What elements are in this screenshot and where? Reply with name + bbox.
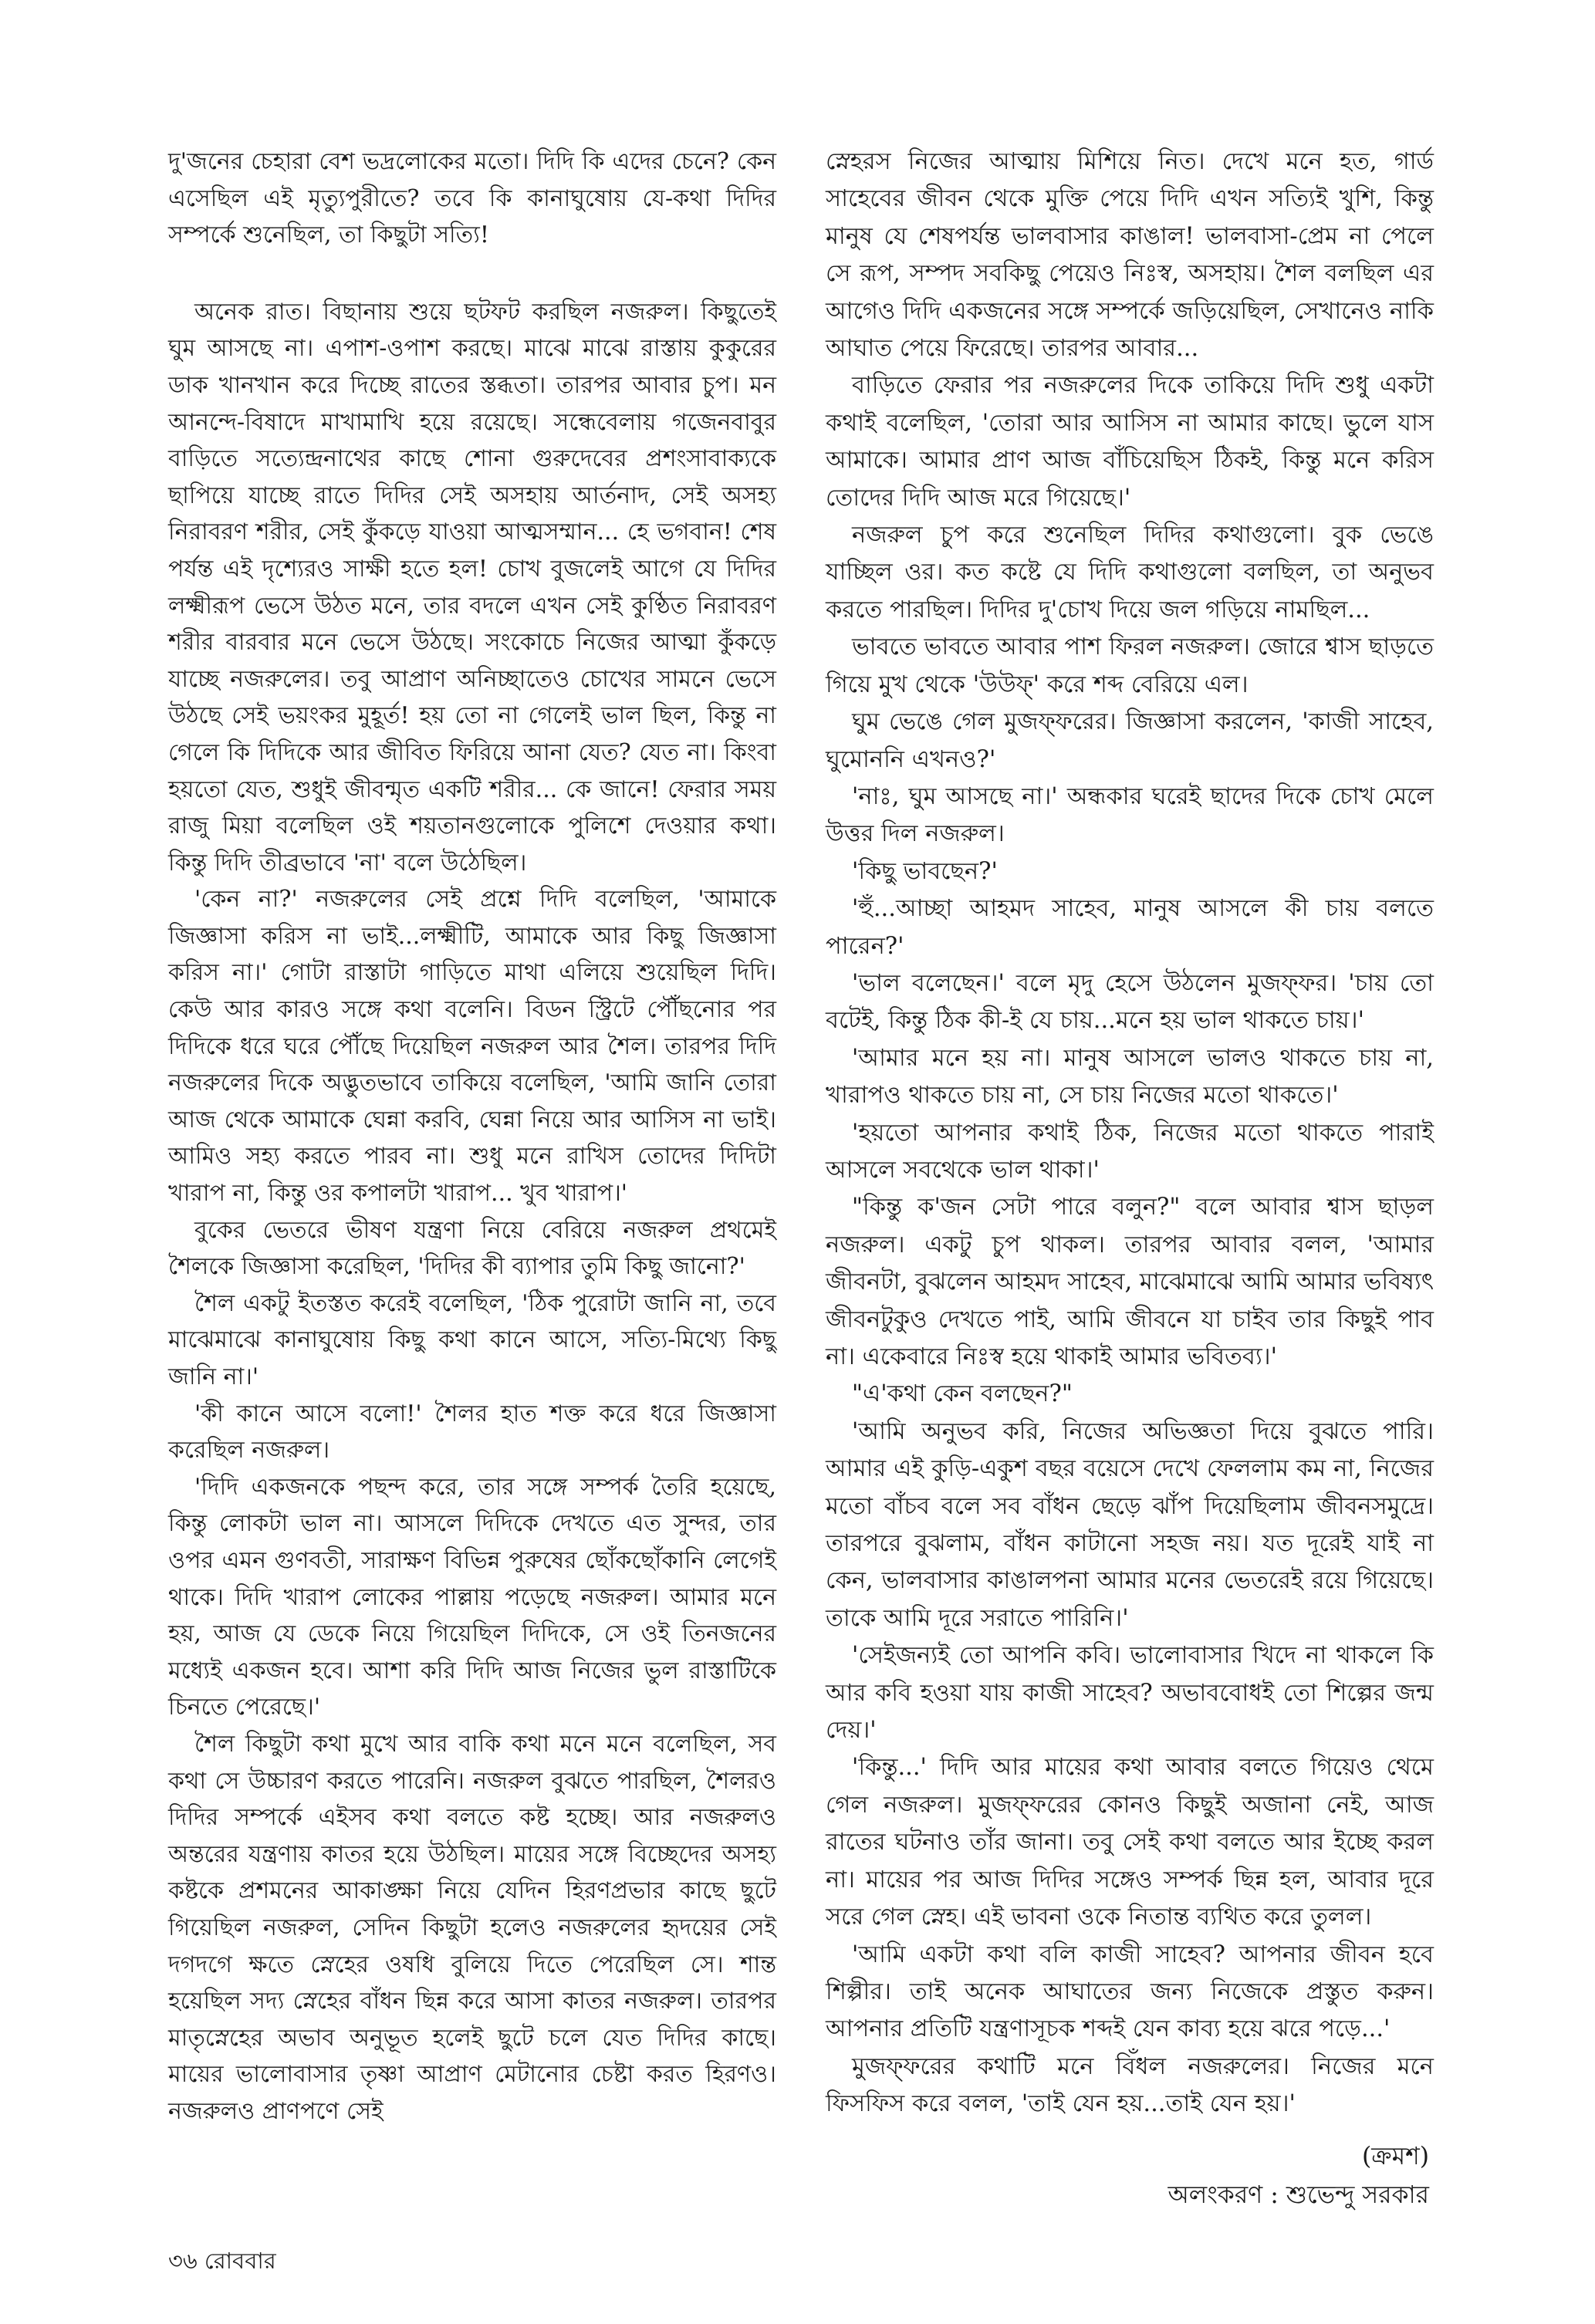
paragraph: 'আমি একটা কথা বলি কাজী সাহেব? আপনার জীবন হবে শিল্পীর। তাই অনেক আঘাতের জন্য নিজেকে প্রস্তুত করুন। আপনার প্রতিটি যন্ত্রণাসূচক শব্দই যেন কাব্য হয়ে ঝরে পড়ে...' [826,1941,1434,2043]
page-folio: ৩৬ রোববার [168,2248,276,2274]
paragraph: "এ'কথা কেন বলছেন?" [852,1380,1073,1408]
paragraph: শৈল একটু ইতস্তত করেই বলেছিল, 'ঠিক পুরোটা জানি না, তবে মাঝেমাঝে কানাঘুষোয় কিছু কথা কানে আসে, সত্যি-মিথ্যে কিছু জানি না।' [168,1289,776,1390]
paragraph: বাড়িতে ফেরার পর নজরুলের দিকে তাকিয়ে দিদি শুধু একটা কথাই বলেছিল, 'তোরা আর আসিস না আমার কাছে। ভুলে যাস আমাকে। আমার প্রাণ আজ বাঁচিয়েছিস ঠিকই, কিন্তু মনে করিস তোদের দিদি আজ মরে গিয়েছে।' [826,372,1434,512]
paragraph: 'ভাল বলেছেন।' বলে মৃদু হেসে উঠলেন মুজফ্ফর। 'চায় তো বটেই, কিন্তু ঠিক কী-ই যে চায়...মনে হয় ভাল থাকতে চায়।' [826,969,1434,1035]
paragraph: অনেক রাত। বিছানায় শুয়ে ছটফট করছিল নজরুল। কিছুতেই ঘুম আসছে না। এপাশ-ওপাশ করছে। মাঝে মাঝে রাস্তায় কুকুরের ডাক খানখান করে দিচ্ছে রাতের স্তব্ধতা। তারপর আবার চুপ। মন আনন্দে-বিষাদে মাখামাখি হয়ে রয়েছে। সন্ধেবেলায় গজেনবাবুর বাড়িতে সত্যেন্দ্রনাথের কাছে শোনা গুরুদেবের প্রশংসাবাক্যকে ছাপিয়ে যাচ্ছে রাতে দিদির সেই অসহায় আর্তনাদ, সেই অসহ্য নিরাবরণ শরীর, সেই কুঁকড়ে যাওয়া আত্মসম্মান... হে ভগবান! শেষ পর্যন্ত এই দৃশ্যেরও সাক্ষী হতে হল! চোখ বুজলেই আগে যে দিদির লক্ষ্মীরূপ ভেসে উঠত মনে, তার বদলে এখন সেই কুণ্ঠিত নিরাবরণ শরীর বারবার মনে ভেসে উঠছে। সংকোচে নিজের আত্মা কুঁকড়ে যাচ্ছে নজরুলের। তবু আপ্রাণ অনিচ্ছাতেও চোখের সামনে ভেসে উঠছে সেই ভয়ংকর মুহূর্ত! হয় তো না গেলেই ভাল ছিল, কিন্তু না গেলে কি দিদিকে আর জীবিত ফিরিয়ে আনা যেত? যেত না। কিংবা হয়তো যেত, শুধুই জীবন্মৃত একটি শরীর... কে জানে! ফেরার সময় রাজু মিয়া বলেছিল ওই শয়তানগুলোকে পুলিশে দেওয়ার কথা। কিন্তু দিদি তীব্রভাবে 'না' বলে উঠেছিল। [168,298,776,877]
paragraph: 'হয়তো আপনার কথাই ঠিক, নিজের মতো থাকতে পারাই আসলে সবথেকে ভাল থাকা।' [826,1119,1434,1184]
paragraph: 'কী কানে আসে বলো!' শৈলর হাত শক্ত করে ধরে জিজ্ঞাসা করেছিল নজরুল। [168,1400,776,1464]
illustration-credit: অলংকরণ : শুভেন্দু সরকার [1168,2181,1429,2209]
paragraph: 'আমার মনে হয় না। মানুষ আসলে ভালও থাকতে চায় না, খারাপও থাকতে চায় না, সে চায় নিজের মতো থাকতে।' [826,1044,1434,1110]
paragraph: ঘুম ভেঙে গেল মুজফ্ফরের। জিজ্ঞাসা করলেন, 'কাজী সাহেব, ঘুমোননি এখনও?' [826,708,1434,773]
article-credits [1168,2137,1429,2214]
paragraph: "কিন্তু ক'জন সেটা পারে বলুন?" বলে আবার শ্বাস ছাড়ল নজরুল। একটু চুপ থাকল। তারপর আবার বলল, 'আমার জীবনটা, বুঝলেন আহমদ সাহেব, মাঝেমাঝে আমি আমার ভবিষ্যৎ জীবনটুকুও দেখতে পাই, আমি জীবনে যা চাইব তার কিছুই পাব না। একেবারে নিঃস্ব হয়ে থাকাই আমার ভবিতব্য।' [826,1194,1434,1370]
paragraph: 'দিদি একজনকে পছন্দ করে, তার সঙ্গে সম্পর্ক তৈরি হয়েছে, কিন্তু লোকটা ভাল না। আসলে দিদিকে দেখতে এত সুন্দর, তার ওপর এমন গুণবতী, সারাক্ষণ বিভিন্ন পুরুষের ছোঁকছোঁকানি লেগেই থাকে। দিদি খারাপ লোকের পাল্লায় পড়েছে নজরুল। আমার মনে হয়, আজ যে ডেকে নিয়ে গিয়েছিল দিদিকে, সে ওই তিনজনের মধ্যেই একজন হবে। আশা করি দিদি আজ নিজের ভুল রাস্তাটিকে চিনতে পেরেছে।' [168,1473,776,1721]
paragraph: দু'জনের চেহারা বেশ ভদ্রলোকের মতো। দিদি কি এদের চেনে? কেন এসেছিল এই মৃত্যুপুরীতে? তবে কি কানাঘুষোয় যে-কথা দিদির সম্পর্কে শুনেছিল, তা কিছুটা সত্যি! [168,148,776,249]
paragraph: 'কিছু ভাবছেন?' [852,857,998,885]
paragraph: মুজফ্ফরের কথাটি মনে বিঁধল নজরুলের। নিজের মনে ফিসফিস করে বলল, 'তাই যেন হয়...তাই যেন হয়।' [826,2052,1434,2118]
paragraph: 'কেন না?' নজরুলের সেই প্রশ্নে দিদি বলেছিল, 'আমাকে জিজ্ঞাসা করিস না ভাই...লক্ষ্মীটি, আমাকে আর কিছু জিজ্ঞাসা করিস না।' গোটা রাস্তাটা গাড়িতে মাথা এলিয়ে শুয়েছিল দিদি। কেউ আর কারও সঙ্গে কথা বলেনি। বিডন স্ট্রিটে পৌঁছনোর পর দিদিকে ধরে ঘরে পৌঁছে দিয়েছিল নজরুল আর শৈল। তারপর দিদি নজরুলের দিকে অদ্ভুতভাবে তাকিয়ে বলেছিল, 'আমি জানি তোরা আজ থেকে আমাকে ঘেন্না করবি, ঘেন্না নিয়ে আর আসিস না ভাই। আমিও সহ্য করতে পারব না। শুধু মনে রাখিস তোদের দিদিটা খারাপ না, কিন্তু ওর কপালটা খারাপ... খুব খারাপ।' [168,886,776,1208]
paragraph: 'কিন্তু...' দিদি আর মায়ের কথা আবার বলতে গিয়েও থেমে গেল নজরুল। মুজফ্ফরের কোনও কিছুই অজানা নেই, আজ রাতের ঘটনাও তাঁর জানা। তবু সেই কথা বলতে আর ইচ্ছে করল না। মায়ের পর আজ দিদির সঙ্গেও সম্পর্ক ছিন্ন হল, আবার দূরে সরে গেল স্নেহ। এই ভাবনা ওকে নিতান্ত ব্যথিত করে তুলল। [826,1754,1434,1931]
right-column [826,144,1434,2123]
paragraph: শৈল কিছুটা কথা মুখে আর বাকি কথা মনে মনে বলেছিল, সব কথা সে উচ্চারণ করতে পারেনি। নজরুল বুঝতে পারছিল, শৈলরও দিদির সম্পর্কে এইসব কথা বলতে কষ্ট হচ্ছে। আর নজরুলও অন্তরের যন্ত্রণায় কাতর হয়ে উঠছিল। মায়ের সঙ্গে বিচ্ছেদের অসহ্য কষ্টকে প্রশমনের আকাঙ্ক্ষা নিয়ে যেদিন হিরণপ্রভার কাছে ছুটে গিয়েছিল নজরুল, সেদিন কিছুটা হলেও নজরুলের হৃদয়ের সেই দগদগে ক্ষতে স্নেহের ওষধি বুলিয়ে দিতে পেরেছিল সে। শান্ত হয়েছিল সদ্য স্নেহের বাঁধন ছিন্ন করে আসা কাতর নজরুল। তারপর মাতৃস্নেহের অভাব অনুভূত হলেই ছুটে চলে যেত দিদির কাছে। মায়ের ভালোবাসার তৃষ্ণা আপ্রাণ মেটানোর চেষ্টা করত হিরণও। নজরুলও প্রাণপণে সেই [168,1730,776,2125]
paragraph: 'সেইজন্যই তো আপনি কবি। ভালোবাসার খিদে না থাকলে কি আর কবি হওয়া যায় কাজী সাহেব? অভাববোধই তো শিল্পের জন্ম দেয়।' [826,1642,1434,1745]
paragraph: 'আমি অনুভব করি, নিজের অভিজ্ঞতা দিয়ে বুঝতে পারি। আমার এই কুড়ি-একুশ বছর বয়েসে দেখে ফেললাম কম না, নিজের মতো বাঁচব বলে সব বাঁধন ছেড়ে ঝাঁপ দিয়েছিলাম জীবনসমুদ্রে। তারপরে বুঝলাম, বাঁধন কাটানো সহজ নয়। যত দূরেই যাই না কেন, ভালবাসার কাঙালপনা আমার মনের ভেতরেই রয়ে গিয়েছে। তাকে আমি দূরে সরাতে পারিনি।' [826,1417,1434,1632]
paragraph: স্নেহরস নিজের আত্মায় মিশিয়ে নিত। দেখে মনে হত, গার্ড সাহেবের জীবন থেকে মুক্তি পেয়ে দিদি এখন সত্যিই খুশি, কিন্তু মানুষ যে শেষপর্যন্ত ভালবাসার কাঙাল! ভালবাসা-প্রেম না পেলে সে রূপ, সম্পদ সবকিছু পেয়েও নিঃস্ব, অসহায়। শৈল বলছিল এর আগেও দিদি একজনের সঙ্গে সম্পর্কে জড়িয়েছিল, সেখানেও নাকি আঘাত পেয়ে ফিরেছে। তারপর আবার... [826,148,1434,363]
continued-label: (ক্রমশ) [1361,2143,1429,2170]
paragraph: 'নাঃ, ঘুম আসছে না।' অন্ধকার ঘরেই ছাদের দিকে চোখ মেলে উত্তর দিল নজরুল। [826,782,1434,848]
paragraph: বুকের ভেতরে ভীষণ যন্ত্রণা নিয়ে বেরিয়ে নজরুল প্রথমেই শৈলকে জিজ্ঞাসা করেছিল, 'দিদির কী ব্যাপার তুমি কিছু জানো?' [168,1216,776,1281]
paragraph: নজরুল চুপ করে শুনেছিল দিদির কথাগুলো। বুক ভেঙে যাচ্ছিল ওর। কত কষ্টে যে দিদি কথাগুলো বলছিল, তা অনুভব করতে পারছিল। দিদির দু'চোখ দিয়ে জল গড়িয়ে নামছিল... [826,522,1434,623]
paragraph: 'হুঁ...আচ্ছা আহমদ সাহেব, মানুষ আসলে কী চায় বলতে পারেন?' [826,895,1434,960]
left-column [168,144,776,2130]
paragraph: ভাবতে ভাবতে আবার পাশ ফিরল নজরুল। জোরে শ্বাস ছাড়তে গিয়ে মুখ থেকে 'উউফ্' করে শব্দ বেরিয়ে এল। [826,633,1434,698]
